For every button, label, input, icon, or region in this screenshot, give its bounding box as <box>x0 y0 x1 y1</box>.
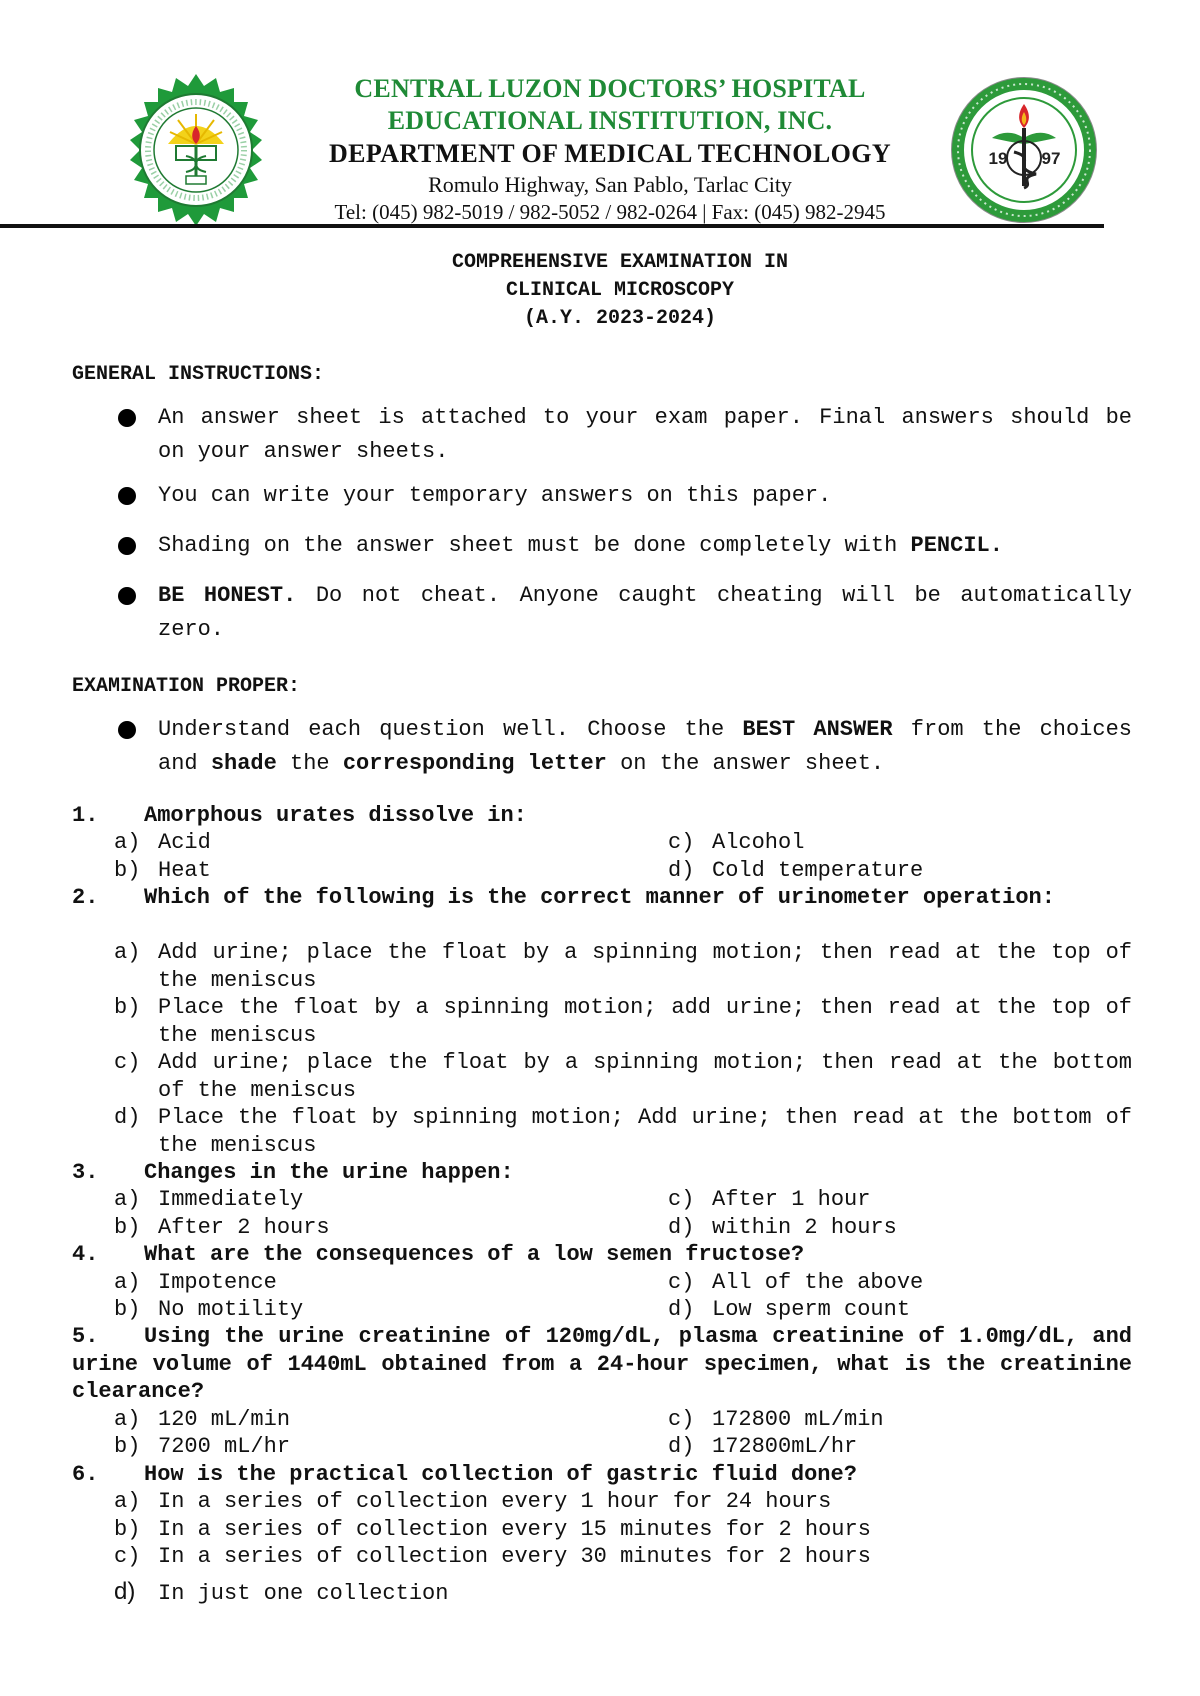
option-letter: c) <box>114 1050 141 1075</box>
option-d <box>114 1104 1132 1159</box>
option-text: Alcohol <box>712 830 805 855</box>
option-letter: a) <box>114 1407 141 1432</box>
option-letter: b) <box>114 858 141 883</box>
option-text: No motility <box>158 1297 304 1322</box>
question-text: Using the urine creatinine of 120mg/dL, plasma creatinine of 1.0mg/dL, and urine volume of 1440mL obtained from a 24-hour specimen, what is the creatinine clearance? <box>72 1324 1132 1404</box>
bullet-icon <box>118 537 136 555</box>
exam-academic-year: (A.Y. 2023-2024) <box>523 307 717 330</box>
question-text: Which of the following is the correct manner of urinometer operation: <box>144 885 1055 910</box>
option-text: Add urine; place the float by a spinning motion; then read at the top of the meniscus <box>158 940 1132 993</box>
option-a <box>114 1186 303 1214</box>
department-name: DEPARTMENT OF MEDICAL TECHNOLOGY <box>328 139 892 168</box>
question-4 <box>72 1241 1132 1269</box>
option-letter: a) <box>114 1270 141 1295</box>
institution-contact: Tel: (045) 982-5019 / 982-5052 / 982-0264 | Fax: (045) 982-2945 <box>334 200 886 224</box>
exam-title-line1: COMPREHENSIVE EXAMINATION IN <box>451 251 789 274</box>
question-number: 5. <box>72 1324 99 1349</box>
option-text: After 1 hour <box>712 1187 871 1212</box>
option-text: 172800 mL/min <box>712 1407 884 1432</box>
option-text: Acid <box>158 830 211 855</box>
option-a <box>114 1488 831 1516</box>
question-text: Changes in the urine happen: <box>144 1160 514 1185</box>
question-number: 6. <box>72 1462 99 1487</box>
option-letter: d) <box>668 858 695 883</box>
option-letter: d) <box>668 1215 695 1240</box>
question-number: 3. <box>72 1160 99 1185</box>
option-text: Low sperm count <box>712 1297 911 1322</box>
option-letter: b) <box>114 1297 141 1322</box>
option-letter: c) <box>668 1270 695 1295</box>
option-b <box>114 1516 871 1544</box>
option-letter: a) <box>114 1489 141 1514</box>
question-number: 4. <box>72 1242 99 1267</box>
instruction-emphasis: corresponding letter <box>342 751 607 776</box>
question-1 <box>72 802 1132 830</box>
option-b <box>114 994 1132 1049</box>
option-text: Place the float by spinning motion; Add urine; then read at the bottom of the meniscus <box>158 1105 1132 1158</box>
question-6 <box>72 1461 1132 1489</box>
option-d <box>668 1214 897 1242</box>
option-text: In a series of collection every 15 minutes for 2 hours <box>158 1517 871 1542</box>
question-number: 2. <box>72 885 99 910</box>
option-d <box>668 1433 857 1461</box>
instruction-emphasis: PENCIL. <box>910 533 1003 558</box>
option-text: Heat <box>158 858 211 883</box>
instruction-text: on the answer sheet. <box>606 751 885 776</box>
option-text: Place the float by a spinning motion; add urine; then read at the top of the meniscus <box>158 995 1132 1048</box>
option-text: 120 mL/min <box>158 1407 291 1432</box>
bullet-icon <box>118 409 136 427</box>
exam-title-line2: CLINICAL MICROSCOPY <box>505 279 735 302</box>
instruction-item: An answer sheet is attached to your exam paper. Final answers should be on your answer sheets. <box>158 405 1132 464</box>
option-text: Immediately <box>158 1187 304 1212</box>
option-c <box>668 1186 870 1214</box>
option-text: 7200 mL/hr <box>158 1434 291 1459</box>
bullet-icon <box>118 487 136 505</box>
option-text: Add urine; place the float by a spinning motion; then read at the bottom of the meniscus <box>158 1050 1132 1103</box>
instruction-item <box>158 529 1132 563</box>
question-number: 1. <box>72 803 99 828</box>
option-text: All of the above <box>712 1270 924 1295</box>
question-2 <box>72 884 1132 912</box>
option-letter: c) <box>668 1407 695 1432</box>
option-letter: a) <box>114 1187 141 1212</box>
option-a <box>114 829 211 857</box>
option-letter: a) <box>114 830 141 855</box>
institution-name-line2: EDUCATIONAL INSTITUTION, INC. <box>387 106 833 135</box>
question-text: How is the practical collection of gastric fluid done? <box>144 1462 857 1487</box>
examination-proper-heading: EXAMINATION PROPER: <box>72 675 301 698</box>
option-text: In a series of collection every 30 minutes for 2 hours <box>158 1544 871 1569</box>
question-text: What are the consequences of a low semen fructose? <box>144 1242 805 1267</box>
option-letter: c) <box>114 1544 141 1569</box>
question-text: Amorphous urates dissolve in: <box>144 803 527 828</box>
option-letter: b) <box>114 1434 141 1459</box>
instruction-emphasis: shade <box>210 751 277 776</box>
seal-year-right: 97 <box>1041 149 1061 168</box>
institution-name-line1: CENTRAL LUZON DOCTORS’ HOSPITAL <box>354 74 866 103</box>
option-text: In just one collection <box>158 1581 449 1606</box>
option-d <box>114 1578 448 1608</box>
department-seal-logo <box>948 74 1100 226</box>
instruction-text: Shading on the answer sheet must be done completely with <box>158 533 911 558</box>
instruction-item: You can write your temporary answers on this paper. <box>158 483 832 508</box>
option-c <box>114 1049 1132 1104</box>
question-3 <box>72 1159 1132 1187</box>
header-divider <box>0 224 1104 228</box>
instruction-text: the <box>276 751 343 776</box>
option-b <box>114 857 211 885</box>
option-text: Cold temperature <box>712 858 924 883</box>
option-letter: b) <box>114 1517 141 1542</box>
option-b <box>114 1214 330 1242</box>
option-c <box>114 1543 871 1571</box>
option-a <box>114 1406 290 1434</box>
general-instructions-heading: GENERAL INSTRUCTIONS: <box>72 363 325 386</box>
seal-year-left: 19 <box>988 149 1008 168</box>
question-5 <box>72 1323 1132 1406</box>
option-a <box>114 939 1132 994</box>
instruction-text: from the choices and <box>158 717 1132 776</box>
instruction-text: Do not cheat. Anyone caught cheating will be automatically zero. <box>158 583 1132 642</box>
option-c <box>668 1269 923 1297</box>
bullet-icon <box>118 587 136 605</box>
option-letter: c) <box>668 1187 695 1212</box>
option-letter: b) <box>114 995 141 1020</box>
option-text: After 2 hours <box>158 1215 330 1240</box>
option-c <box>668 1406 884 1434</box>
option-b <box>114 1296 303 1324</box>
option-letter: b) <box>114 1215 141 1240</box>
option-letter: d) <box>114 1105 141 1130</box>
option-letter: c) <box>668 830 695 855</box>
option-letter: a) <box>114 940 141 965</box>
option-d <box>668 857 923 885</box>
instruction-text: Understand each question well. Choose the <box>158 717 743 742</box>
option-c <box>668 829 804 857</box>
option-letter: d) <box>668 1434 695 1459</box>
option-text: In a series of collection every 1 hour for 24 hours <box>158 1489 832 1514</box>
option-text: Impotence <box>158 1270 277 1295</box>
examination-instruction <box>158 713 1132 781</box>
bullet-icon <box>118 721 136 739</box>
option-text: within 2 hours <box>712 1215 897 1240</box>
option-text: 172800mL/hr <box>712 1434 858 1459</box>
option-letter: d) <box>114 1578 136 1605</box>
option-a <box>114 1269 277 1297</box>
instruction-emphasis: BE HONEST. <box>158 583 297 608</box>
institution-address: Romulo Highway, San Pablo, Tarlac City <box>428 172 792 197</box>
instruction-item <box>158 579 1132 647</box>
option-letter: d) <box>668 1297 695 1322</box>
option-d <box>668 1296 910 1324</box>
instruction-emphasis: BEST ANSWER <box>742 717 893 742</box>
letterhead <box>0 0 1200 240</box>
institution-seal-logo <box>118 72 274 228</box>
option-b <box>114 1433 290 1461</box>
